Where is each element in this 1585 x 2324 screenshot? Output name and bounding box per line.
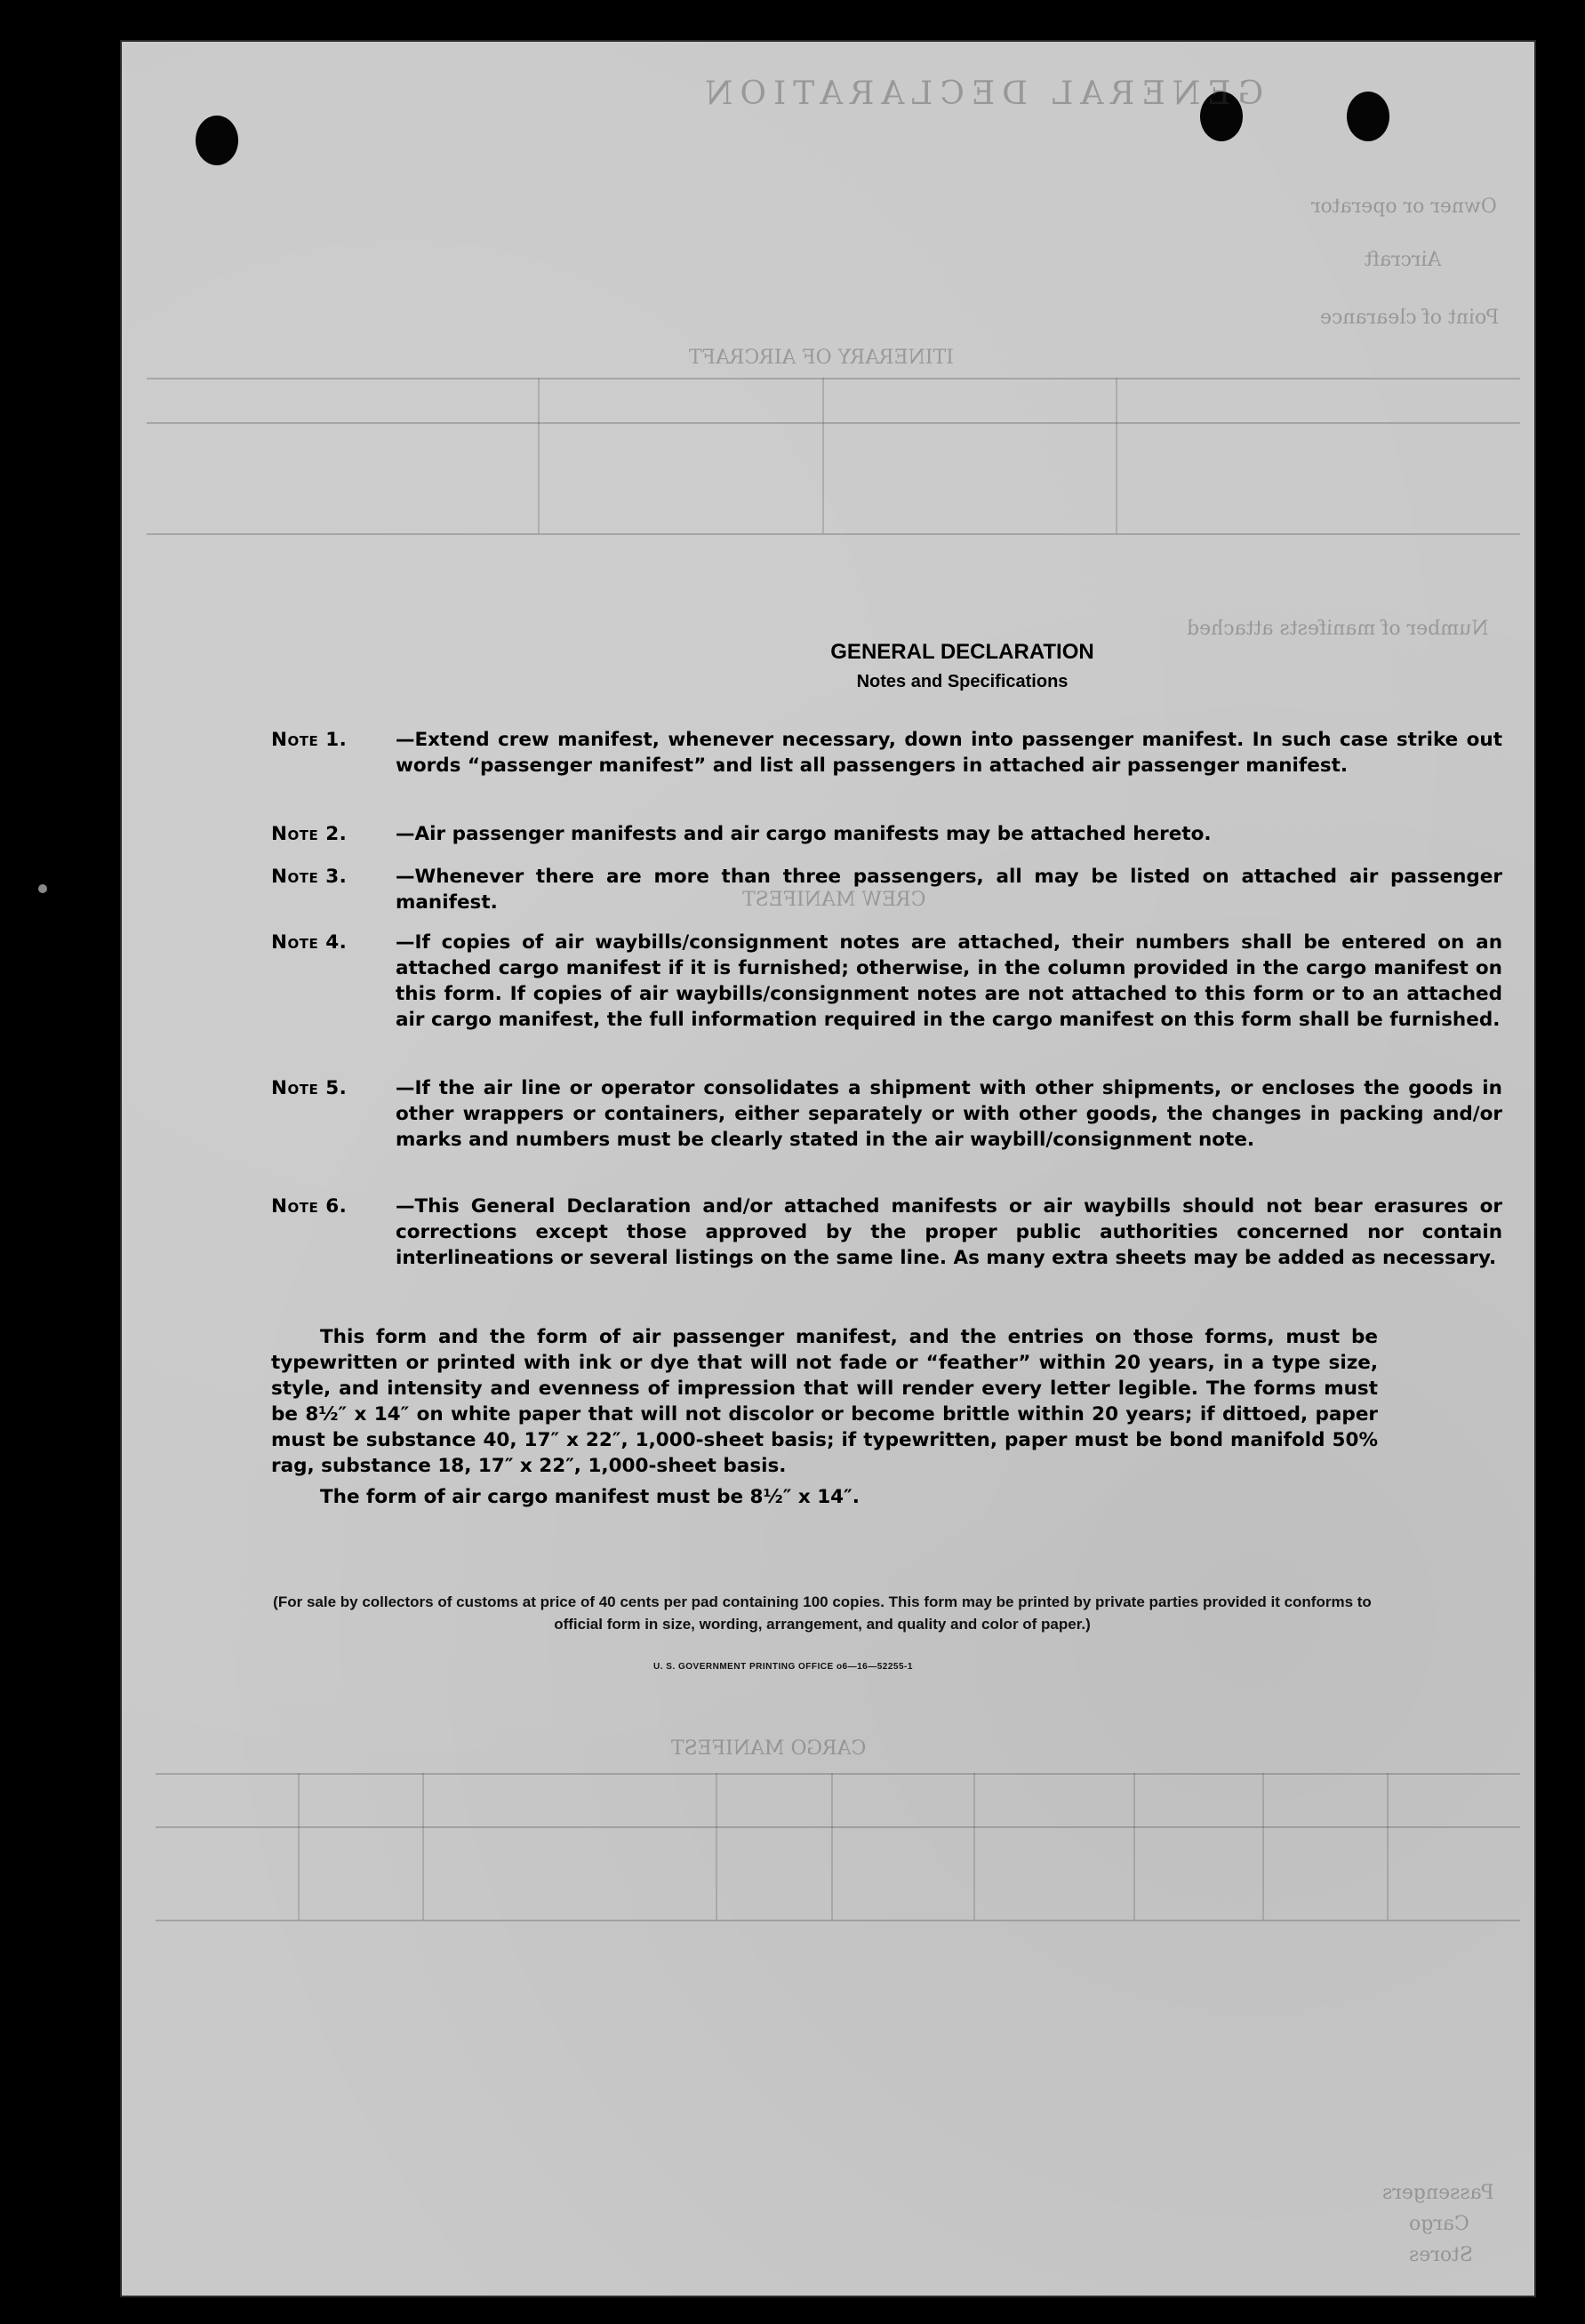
- bleed-through-row: Cargo: [1409, 2213, 1469, 2235]
- note-label: Note 4.: [271, 931, 348, 954]
- bleed-through-row: Point of clearance: [1320, 307, 1500, 329]
- note-label: Note 5.: [271, 1077, 348, 1099]
- bleed-through-row: ITINERARY OF AIRCRAFT: [689, 347, 954, 369]
- bleed-through-row: Owner or operator: [1311, 196, 1497, 218]
- bleed-through-row: Passengers: [1382, 2182, 1494, 2204]
- note-text: —This General Declaration and/or attached manifests or air waybills should not bear erasures or corrections except those approved by the proper public authorities concerned nor contain interlineations or several listings on the same line. As many extra sheets may be added as necessary.: [396, 1195, 1502, 1269]
- note-text: —Extend crew manifest, whenever necessary, down into passenger manifest. In such case strike out words “passenger manifest” and list all passengers in attached air passenger manifest.: [396, 729, 1502, 777]
- bleed-through-row: Stores: [1409, 2244, 1473, 2266]
- note-text: —Whenever there are more than three passengers, all may be listed on attached air passenger manifest.: [396, 866, 1502, 914]
- bleed-through-row: CARGO MANIFEST: [671, 1737, 867, 1760]
- note-label: Note 3.: [271, 866, 348, 888]
- note-label: Note 1.: [271, 729, 348, 751]
- specification-paragraph: This form and the form of air passenger manifest, and the entries on those forms, must be typewritten or printed with ink or dye that will not fade or “feather” within 20 years, in a type size, style, and intensity and evenness of impression that will render every letter legible. The forms must be 8½″ x 14″ on white paper that will not discolor or become brittle within 20 years; if dittoed, paper must be substance 40, 17″ x 22″, 1,000-sheet basis; if typewritten, paper must be bond manifold 50% rag, substance 18, 17″ x 22″, 1,000-sheet basis.: [271, 1326, 1378, 1477]
- note-label: Note 2.: [271, 823, 348, 845]
- note-text: —If the air line or operator consolidates a shipment with other shipments, or encloses the goods in other wrappers or containers, either separately or with other goods, the changes in packing and/or marks and numbers must be clearly stated in the air waybill/consignment note.: [396, 1077, 1502, 1151]
- document-heading: GENERAL DECLARATION: [830, 640, 1094, 664]
- bleed-through-row: Number of manifests attached: [1187, 618, 1489, 640]
- note-text: —If copies of air waybills/consignment notes are attached, their numbers shall be entered on an attached cargo manifest if it is furnished; otherwise, in the column provided in the cargo manifest on this form. If copies of air waybills/consignment notes are not attached to this form or to an attached air cargo manifest, the full information required in the cargo manifest on this form shall be furnished.: [396, 931, 1502, 1031]
- specification-last-line: The form of air cargo manifest must be 8½″ x 14″.: [320, 1486, 860, 1508]
- note-label: Note 6.: [271, 1195, 348, 1218]
- bleed-through-row: CREW MANIFEST: [742, 889, 926, 911]
- bleed-through-title: GENERAL DECLARATION: [698, 76, 1264, 112]
- bleed-through-row: Aircraft: [1365, 249, 1442, 271]
- note-text: —Air passenger manifests and air cargo manifests may be attached hereto.: [396, 823, 1212, 845]
- document-subheading: Notes and Specifications: [856, 672, 1069, 691]
- sale-note: (For sale by collectors of customs at price of 40 cents per pad containing 100 copies. This form may be printed by private parties provided it conforms to official form in size, wording, arrangement, and quality and color of paper.): [273, 1593, 1372, 1633]
- printer-imprint: U. S. GOVERNMENT PRINTING OFFICE o6—16—52255-1: [653, 1662, 913, 1672]
